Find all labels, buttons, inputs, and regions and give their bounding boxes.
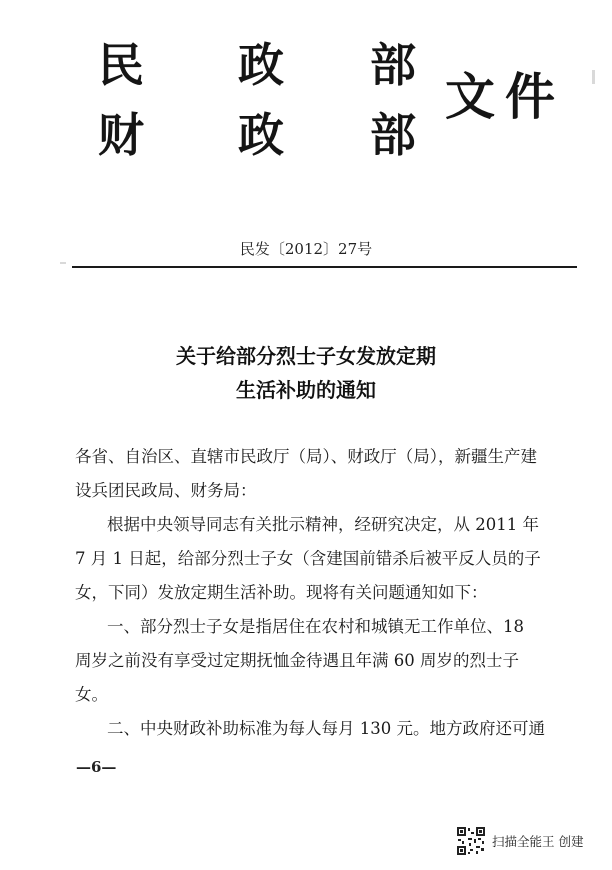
watermark-text: 扫描全能王 创建 [492, 834, 584, 849]
authority-1-char-1: 民 [98, 38, 144, 92]
document-number: 民发〔2012〕27号 [239, 240, 373, 258]
body-line: 设兵团民政局、财务局： [75, 481, 257, 500]
document-type: 文件 [445, 67, 565, 126]
body-line: 各省、自治区、直辖市民政厅（局）、财政厅（局），新疆生产建 [75, 447, 537, 466]
scanner-watermark [456, 826, 583, 856]
authority-2-char-1: 财 [98, 108, 144, 162]
authority-2-char-2: 政 [238, 108, 284, 162]
authority-2-char-3: 部 [370, 108, 416, 162]
body-line: 根据中央领导同志有关批示精神，经研究决定，从 2011 年 [107, 515, 539, 534]
scan-mark [592, 70, 595, 84]
body-line: 7 月 1 日起，给部分烈士子女（含建国前错杀后被平反人员的子 [75, 549, 541, 568]
body-line: 周岁之前没有享受过定期抚恤金待遇且年满 60 周岁的烈士子 [75, 651, 519, 670]
qr-code-icon [456, 826, 486, 856]
body-line: 女，下同）发放定期生活补助。现将有关问题通知如下： [75, 583, 488, 602]
header-divider [72, 266, 577, 268]
body-line: 一、部分烈士子女是指居住在农村和城镇无工作单位、18 [107, 617, 524, 636]
body-line: 二、中央财政补助标准为每人每月 130 元。地方政府还可通 [107, 719, 545, 738]
authority-1-char-2: 政 [238, 38, 284, 92]
scan-mark [60, 262, 66, 264]
body-line: 女。 [75, 685, 108, 704]
authority-1-char-3: 部 [370, 38, 416, 92]
title-line-1: 关于给部分烈士子女发放定期 [176, 344, 436, 368]
page-number: —6— [76, 758, 117, 776]
title-line-2: 生活补助的通知 [236, 378, 376, 402]
